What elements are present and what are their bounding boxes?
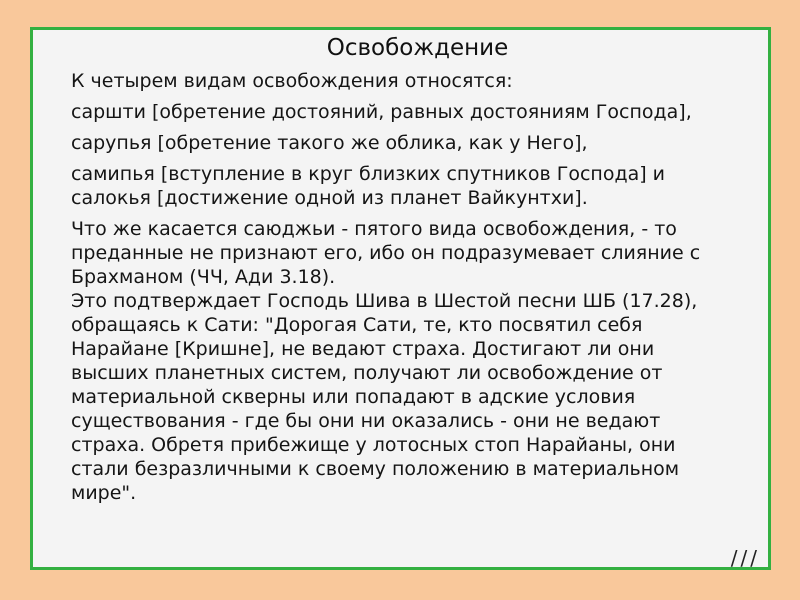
slide-body: [71, 69, 771, 505]
text-line: Это подтверждает Господь Шива в Шестой песни ШБ (17.28),: [71, 290, 698, 312]
text-line: самипья [вступление в круг близких спутников Господа] и: [71, 163, 666, 185]
text-line: материальной скверны или попадают в адские условия: [71, 386, 636, 408]
text-line: сарупья [обретение такого же облика, как у Него],: [71, 132, 588, 154]
text-line: Нарайане [Кришне], не ведают страха. Достигают ли они: [71, 338, 655, 360]
text-line: стали безразличными к своему положению в материальном: [71, 458, 680, 480]
text-line: преданные не признают его, ибо он подразумевает слияние с: [71, 242, 701, 264]
text-line: саршти [обретение достояний, равных достояниям Господа],: [71, 101, 692, 123]
text-line: существования - где бы они ни оказались - они не ведают: [71, 410, 661, 432]
slide-footer-mark: ///: [730, 546, 760, 570]
text-line: Что же касается саюджьи - пятого вида освобождения, - то: [71, 218, 677, 240]
slide-frame: [30, 27, 771, 570]
text-line: мире".: [71, 482, 137, 504]
text-line: салокья [достижение одной из планет Вайкунтхи].: [71, 187, 588, 209]
text-line: страха. Обретя прибежище у лотосных стоп Нарайаны, они: [71, 434, 676, 456]
slide-title: Освобождение: [326, 35, 509, 61]
text-line: К четырем видам освобождения относятся:: [71, 70, 513, 92]
text-line: высших планетных систем, получают ли освобождение от: [71, 362, 663, 384]
text-line: Брахманом (ЧЧ, Ади 3.18).: [71, 266, 336, 288]
text-line: обращаясь к Сати: "Дорогая Сати, те, кто посвятил себя: [71, 314, 643, 336]
